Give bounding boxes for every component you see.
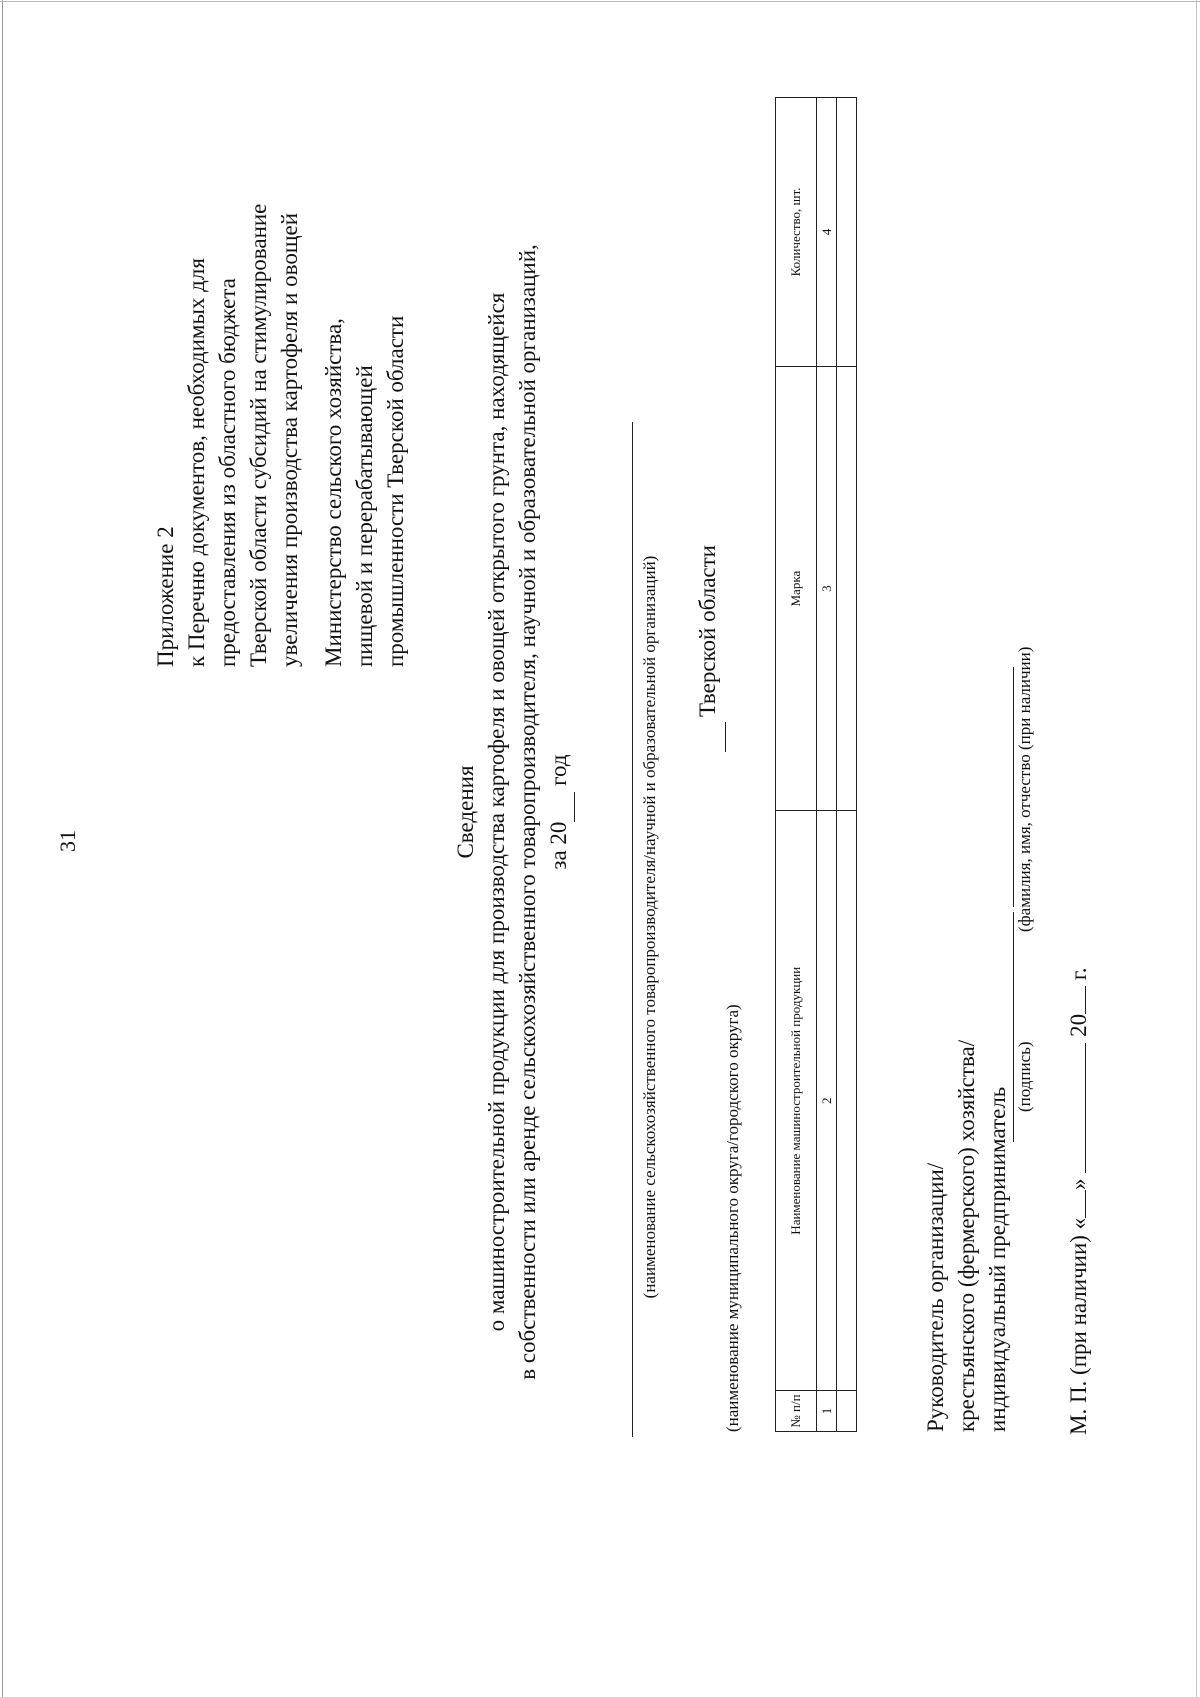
producer-name-line[interactable]: [632, 422, 633, 1437]
stamp-prefix: М. П. (при наличии) «: [1066, 1217, 1091, 1435]
title-line: в собственности или аренде сельскохозяйственного товаропроизводителя, научной и образовательной организаций,: [515, 244, 540, 1380]
stamp-year-prefix: 20: [1066, 1013, 1091, 1037]
column-number: 2: [817, 811, 837, 1391]
region-text: Тверской области: [695, 545, 720, 717]
header-number: № п/п: [776, 1391, 817, 1432]
addressee-line: промышленности Тверской области: [383, 315, 408, 667]
appendix-line: к Перечню документов, необходимых для: [184, 258, 209, 667]
municipal-name-line[interactable]: [725, 722, 726, 752]
year-suffix: год: [546, 754, 571, 786]
stamp-year-blank[interactable]: [1065, 986, 1086, 1014]
table-cell[interactable]: [837, 811, 857, 1391]
signature-caption: (подпись): [1015, 1041, 1034, 1112]
header-product-name: Наименование машиностроительной продукции: [776, 811, 817, 1391]
stamp-year-suffix: г.: [1066, 967, 1091, 981]
stamp-date-line: [1065, 967, 1092, 1435]
table-row: [837, 98, 857, 1432]
column-number: 3: [817, 366, 837, 811]
document-title: [450, 237, 575, 1387]
appendix-line: предоставления из областного бюджета: [215, 278, 240, 667]
table-cell[interactable]: [837, 366, 857, 811]
header-quantity: Количество, шт.: [776, 98, 817, 367]
title-line: о машиностроительной продукции для производства картофеля и овощей открытого грунта, находящейся: [484, 292, 509, 1332]
header-brand: Марка: [776, 366, 817, 811]
table-header-row: [776, 98, 817, 1432]
signer-line: крестьянского (фермерского) хозяйства/: [954, 1039, 979, 1432]
municipal-caption: (наименование муниципального округа/городского округа): [723, 1004, 742, 1432]
year-prefix: за 20: [546, 821, 571, 870]
month-blank[interactable]: [1065, 1043, 1086, 1173]
year-blank[interactable]: [543, 792, 575, 822]
title-year: [543, 237, 575, 1387]
addressee-block: [318, 247, 411, 667]
full-name-line[interactable]: [1013, 667, 1014, 907]
signer-line: Руководитель организации/: [923, 1162, 948, 1432]
producer-caption: (наименование сельскохозяйственного товаропроизводителя/научной и образовательной организаций): [640, 555, 659, 1299]
appendix-block: [150, 67, 305, 667]
signer-block: [920, 1040, 1013, 1432]
appendix-line: увеличения производства картофеля и овощей: [277, 212, 302, 667]
title-heading: Сведения: [453, 765, 478, 859]
quote-close: »: [1066, 1178, 1091, 1190]
table-numbering-row: [817, 98, 837, 1432]
full-name-caption: (фамилия, имя, отчество (при наличии): [1015, 646, 1034, 932]
day-blank[interactable]: [1065, 1190, 1086, 1218]
page-number: 31: [55, 830, 80, 852]
machinery-table: [775, 97, 857, 1432]
appendix-line: Тверской области субсидий на стимулирование: [246, 203, 271, 667]
column-number: 1: [817, 1391, 837, 1432]
column-number: 4: [817, 98, 837, 367]
signer-line: индивидуальный предприниматель: [985, 1086, 1010, 1432]
table-cell[interactable]: [837, 98, 857, 367]
addressee-line: пищевой и перерабатывающей: [352, 365, 377, 667]
appendix-caption: Приложение 2: [153, 526, 178, 667]
table-cell[interactable]: [837, 1391, 857, 1432]
signature-line[interactable]: [1013, 912, 1014, 1142]
addressee-line: Министерство сельского хозяйства,: [321, 318, 346, 667]
